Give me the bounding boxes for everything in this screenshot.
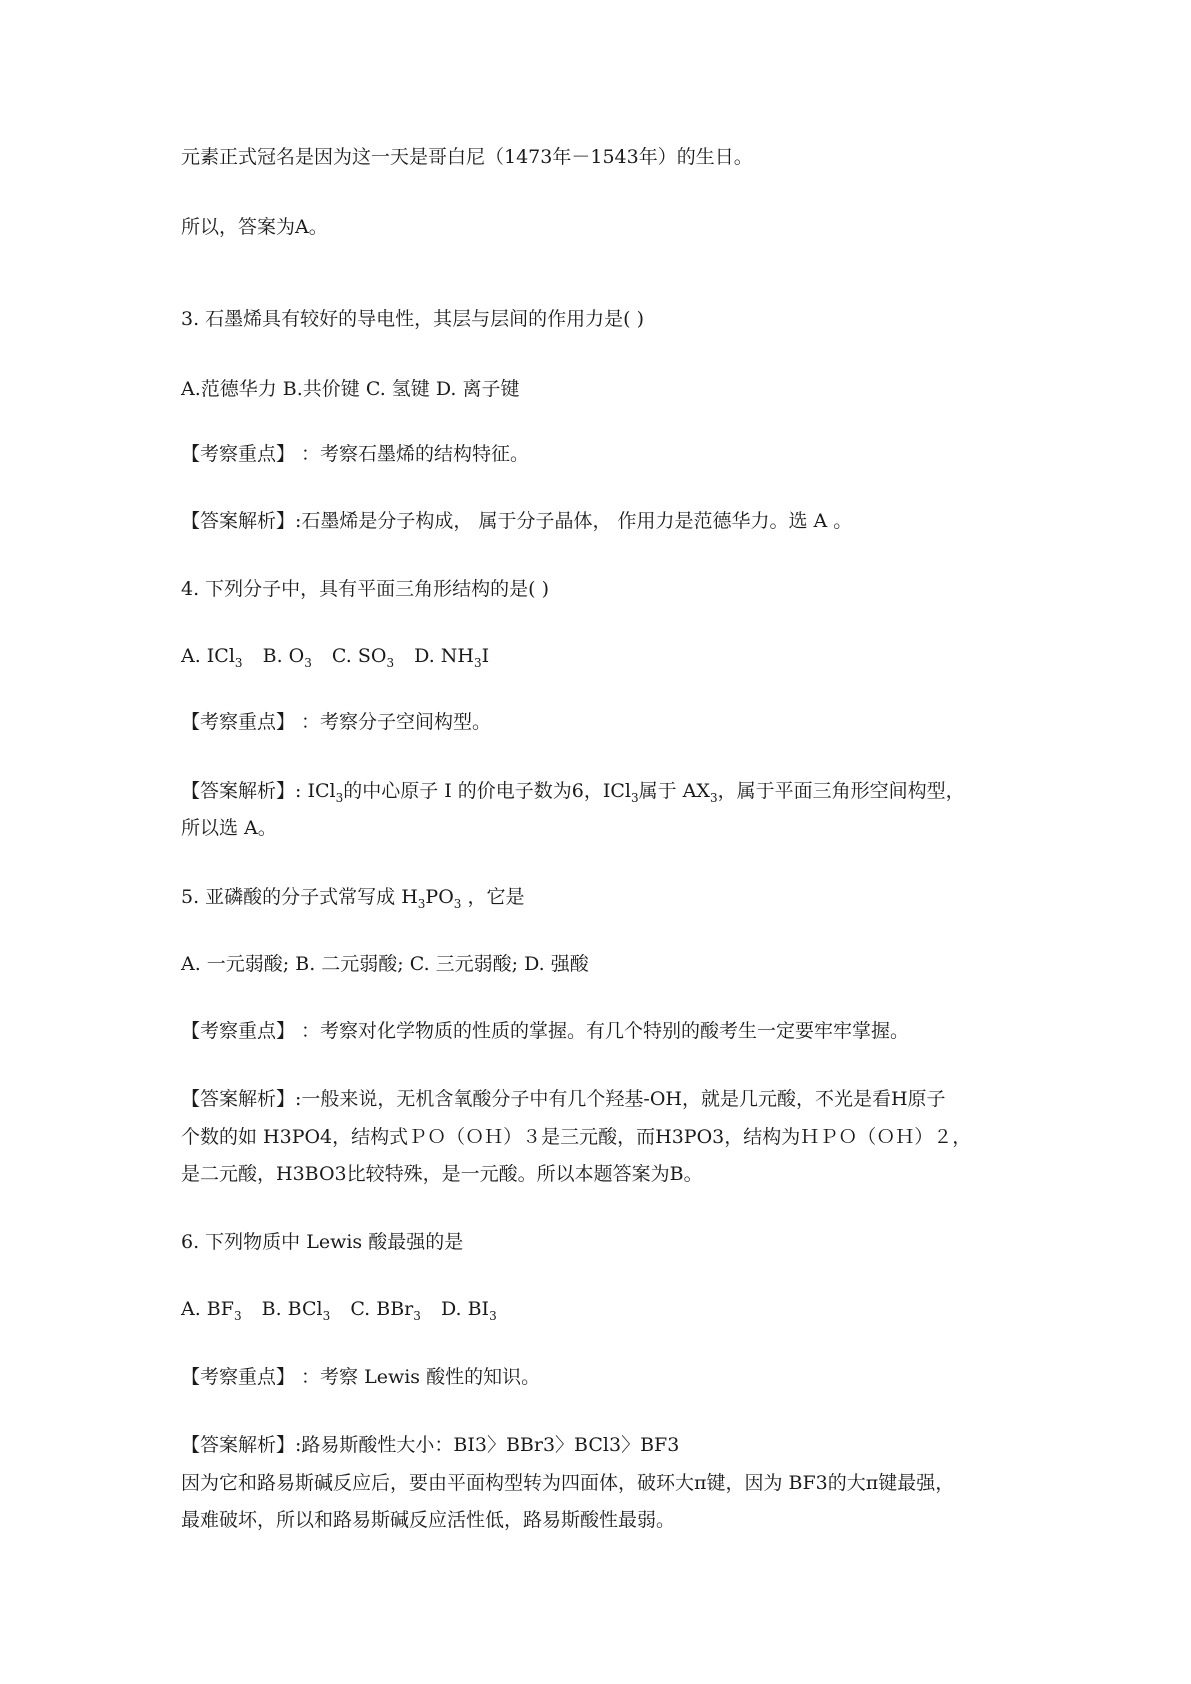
q6-option-b: B. BCl <box>261 1298 323 1320</box>
q5-answer-line1: 【答案解析】:一般来说，无机含氧酸分子中有几个羟基-OH，就是几元酸，不光是看H原子 <box>181 1088 946 1110</box>
q6-answer-line3: 最难破坏，所以和路易斯碱反应活性低，路易斯酸性最弱。 <box>181 1509 676 1531</box>
q4-option-b: B. O <box>262 645 305 667</box>
q6-answer-line1: 【答案解析】:路易斯酸性大小：BI3〉BBr3〉BCl3〉BF3 <box>181 1434 680 1456</box>
q3-focus: 【考察重点】 ：考察石墨烯的结构特征。 <box>181 443 530 465</box>
q5-focus: 【考察重点】 ：考察对化学物质的性质的掌握。有几个特别的酸考生一定要牢牢掌握。 <box>181 1020 910 1042</box>
q3-answer: 【答案解析】:石墨烯是分子构成， 属于分子晶体， 作用力是范德华力。选 A 。 <box>181 510 853 532</box>
q4-answer-line1: 【答案解析】: ICl$_3$的中心原子 I 的价电子数为6，ICl$_3$属于 $AX_3$，属于平面三角形空间构型， <box>181 780 965 805</box>
q4-option-a: A. ICl <box>181 645 235 667</box>
q2-explanation-tail: 元素正式冠名是因为这一天是哥白尼（1473年－1543年）的生日。 <box>181 146 753 168</box>
q4-option-c: C. SO <box>331 645 387 667</box>
q2-conclusion: 所以，答案为A。 <box>181 216 328 238</box>
q5-answer-line3: 是二元酸，H3BO3比较特殊，是一元酸。所以本题答案为B。 <box>181 1163 703 1185</box>
q4-focus: 【考察重点】 ：考察分子空间构型。 <box>181 711 492 733</box>
q5-answer-line2: 个数的如 H3PO4，结构式ＰＯ（ＯＨ）３是三元酸，而H3PO3，结构为ＨＰＯ（ＯＨ）２， <box>181 1126 972 1148</box>
q3-question: 3. 石墨烯具有较好的导电性，其层与层间的作用力是( ) <box>181 308 645 330</box>
q6-option-c: C. BBr <box>350 1298 414 1320</box>
q6-option-d: D. BI <box>440 1298 490 1320</box>
q4-answer-line2: 所以选 A。 <box>181 817 277 839</box>
q4-question: 4. 下列分子中，具有平面三角形结构的是( ) <box>181 578 550 600</box>
q6-focus: 【考察重点】 ：考察 Lewis 酸性的知识。 <box>181 1366 541 1388</box>
q4-option-d: D. NH <box>414 645 474 667</box>
q3-options: A.范德华力 B.共价键 C. 氢键 D. 离子键 <box>181 378 520 400</box>
q6-options: A. $BF_3$ B. BCl$_3$ C. BBr$_3$ D. $BI_3$ <box>181 1298 497 1323</box>
q6-question: 6. 下列物质中 Lewis 酸最强的是 <box>181 1231 464 1253</box>
q4-options: A. ICl$_3$ B. $O_3$ C. $SO_3$ D. $NH_3I$ <box>181 645 490 670</box>
q5-question: 5. 亚磷酸的分子式常写成 $H_3PO_3$ ，它是 <box>181 886 525 911</box>
q6-option-a: A. BF <box>181 1298 234 1320</box>
q5-options: A. 一元弱酸; B. 二元弱酸; C. 三元弱酸; D. 强酸 <box>181 953 589 975</box>
q6-answer-line2: 因为它和路易斯碱反应后，要由平面构型转为四面体，破环大π键，因为 BF3的大π键最强， <box>181 1472 955 1494</box>
